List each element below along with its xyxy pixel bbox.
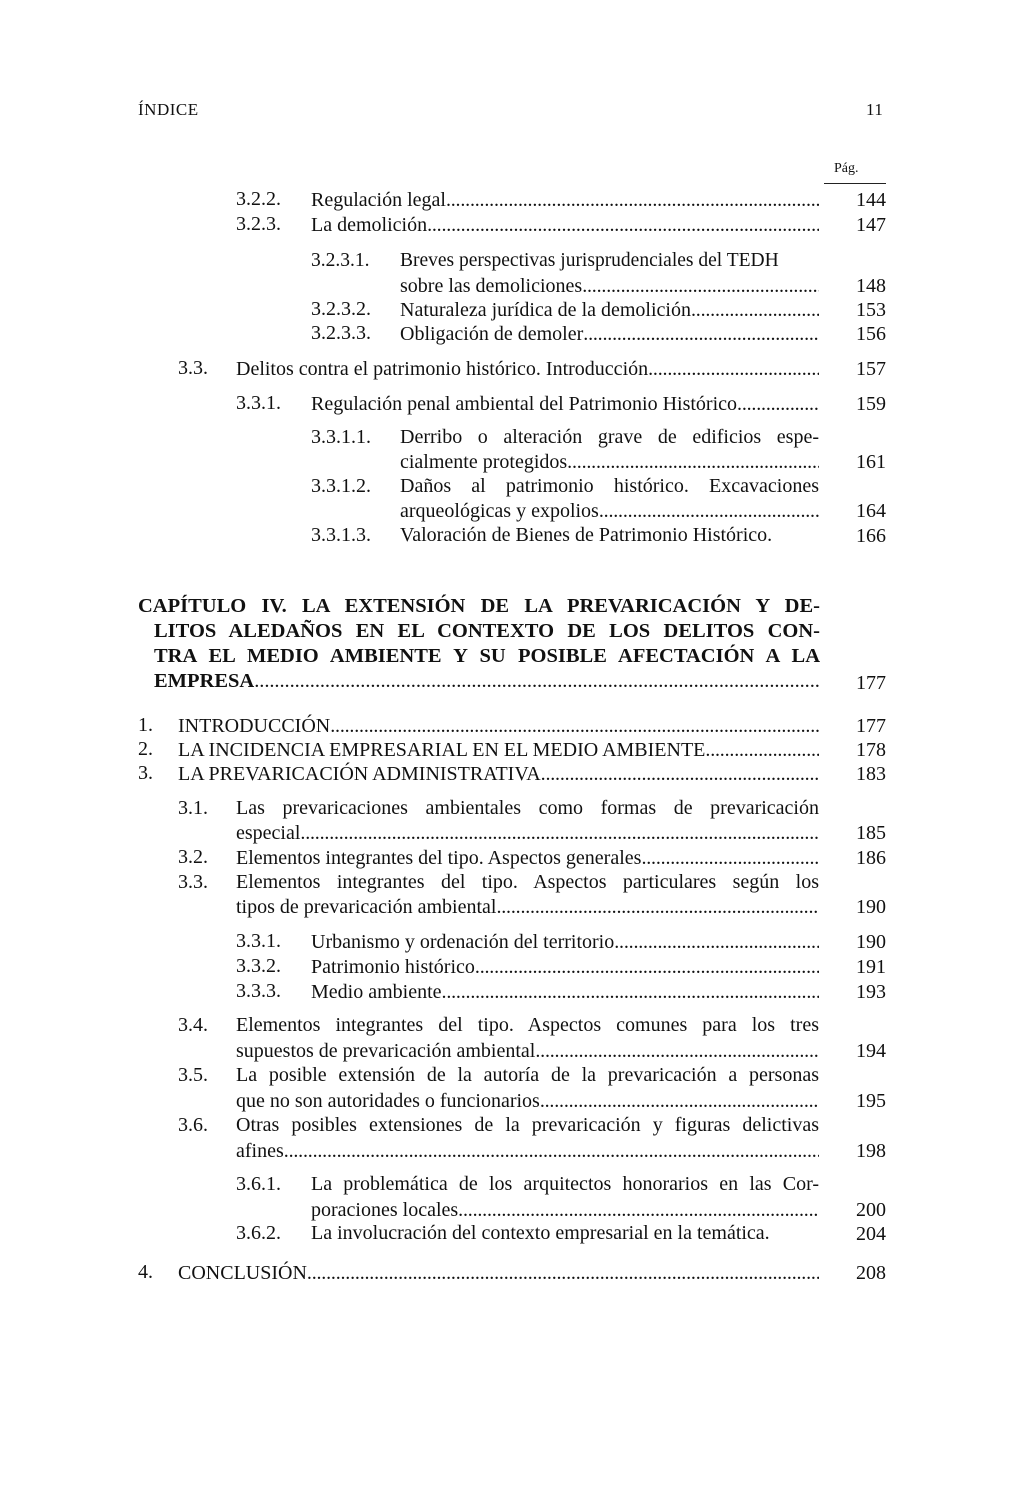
toc-page: 164 bbox=[856, 500, 886, 522]
dot-leader bbox=[582, 274, 819, 298]
toc-title-line1: Breves perspectivas jurisprudenciales del TEDH bbox=[400, 250, 779, 271]
toc-title: cialmente protegidos bbox=[400, 451, 568, 473]
toc-title-line bbox=[400, 499, 819, 523]
toc-title-line1: La problemática de los arquitectos honorarios en las Cor- bbox=[311, 1173, 819, 1195]
dot-leader bbox=[567, 450, 819, 474]
chapter-title-line2: LITOS ALEDAÑOS EN EL CONTEXTO DE LOS DELITOS CON- bbox=[154, 620, 820, 642]
dot-leader bbox=[691, 298, 819, 322]
dot-leader bbox=[737, 392, 819, 416]
toc-title: La demolición bbox=[311, 214, 428, 236]
toc-title-line bbox=[236, 821, 819, 845]
dot-leader bbox=[442, 980, 819, 1004]
toc-title: Regulación legal bbox=[311, 189, 446, 211]
toc-title-line bbox=[311, 213, 819, 237]
toc-title-line bbox=[178, 738, 819, 762]
toc-title-line bbox=[236, 357, 819, 381]
toc-number: 3.2.2. bbox=[236, 188, 281, 210]
toc-title-line bbox=[178, 762, 819, 786]
dot-leader bbox=[599, 499, 819, 523]
toc-page: 157 bbox=[856, 358, 886, 380]
toc-title-line bbox=[236, 1089, 819, 1113]
toc-title: Naturaleza jurídica de la demolición bbox=[400, 299, 691, 321]
toc-number: 3.5. bbox=[178, 1064, 208, 1086]
toc-page: 156 bbox=[856, 323, 886, 345]
toc-title-line bbox=[400, 322, 819, 346]
toc-number: 3.6. bbox=[178, 1114, 208, 1136]
toc-page: 166 bbox=[856, 525, 886, 547]
toc-title: Patrimonio histórico bbox=[311, 956, 475, 978]
toc-title: Obligación de demoler bbox=[400, 323, 584, 345]
toc-title: supuestos de prevaricación ambiental bbox=[236, 1040, 536, 1062]
toc-title-line bbox=[236, 1039, 819, 1063]
toc-title-line bbox=[311, 980, 819, 1004]
toc-title-line1: Derribo o alteración grave de edificios espe- bbox=[400, 426, 819, 448]
toc-title-line bbox=[236, 895, 819, 919]
toc-page: 195 bbox=[856, 1090, 886, 1112]
toc-number: 3.2.3.2. bbox=[311, 298, 371, 320]
toc-page: 190 bbox=[856, 896, 886, 918]
toc-title-line1: Elementos integrantes del tipo. Aspectos comunes para los tres bbox=[236, 1014, 819, 1036]
toc-number: 3.2.3.1. bbox=[311, 250, 370, 271]
toc-title: LA PREVARICACIÓN ADMINISTRATIVA bbox=[178, 763, 541, 785]
toc-title-line bbox=[311, 188, 819, 212]
running-header-title: ÍNDICE bbox=[138, 100, 199, 119]
toc-number: 3.3.2. bbox=[236, 955, 281, 977]
toc-title-line bbox=[236, 1139, 819, 1163]
dot-leader bbox=[458, 1198, 819, 1222]
dot-leader bbox=[284, 1139, 819, 1163]
dot-leader bbox=[614, 930, 819, 954]
page-number: 11 bbox=[866, 100, 884, 119]
toc-title: Valoración de Bienes de Patrimonio Histórico. bbox=[400, 524, 773, 546]
toc-title-line bbox=[154, 669, 819, 694]
chapter-title-line1: CAPÍTULO IV. LA EXTENSIÓN DE LA PREVARICACIÓN Y DE- bbox=[138, 595, 820, 617]
toc-page: 177 bbox=[856, 715, 886, 737]
toc-title: sobre las demoliciones bbox=[400, 275, 583, 297]
toc-page: 204 bbox=[856, 1223, 886, 1245]
toc-title-line bbox=[400, 450, 819, 474]
toc-page: 147 bbox=[856, 214, 886, 236]
toc-number: 3.6.2. bbox=[236, 1222, 281, 1244]
toc-title: que no son autoridades o funcionarios bbox=[236, 1090, 540, 1112]
toc-number: 2. bbox=[138, 738, 153, 760]
toc-number: 3.3.1.1. bbox=[311, 426, 371, 448]
toc-page: 194 bbox=[856, 1040, 886, 1062]
toc-page: 153 bbox=[856, 299, 886, 321]
toc-title: CONCLUSIÓN bbox=[178, 1262, 307, 1284]
toc-page: 200 bbox=[856, 1199, 886, 1221]
toc-title: Delitos contra el patrimonio histórico. Introducción bbox=[236, 358, 649, 380]
toc-title: Regulación penal ambiental del Patrimonio Histórico bbox=[311, 393, 738, 415]
toc-title-line1: La posible extensión de la autoría de la prevaricación a personas bbox=[236, 1064, 819, 1086]
toc-number: 1. bbox=[138, 714, 153, 736]
toc-page: 190 bbox=[856, 931, 886, 953]
toc-title-line1: Daños al patrimonio histórico. Excavaciones bbox=[400, 475, 819, 497]
toc-title-line1: Otras posibles extensiones de la prevaricación y figuras delictivas bbox=[236, 1114, 819, 1136]
toc-title-line bbox=[311, 1198, 819, 1222]
dot-leader bbox=[475, 955, 819, 979]
toc-title: poraciones locales bbox=[311, 1199, 459, 1221]
toc-title-line bbox=[311, 392, 819, 416]
toc-title: afines bbox=[236, 1140, 284, 1162]
toc-title-line1: Elementos integrantes del tipo. Aspectos particulares según los bbox=[236, 871, 819, 893]
toc-title: tipos de prevaricación ambiental bbox=[236, 896, 497, 918]
toc-title: Urbanismo y ordenación del territorio bbox=[311, 931, 615, 953]
toc-page: 144 bbox=[856, 189, 886, 211]
toc-page: 186 bbox=[856, 847, 886, 869]
toc-number: 3.3.1.2. bbox=[311, 475, 371, 497]
pag-column-rule bbox=[824, 183, 886, 184]
toc-page: 159 bbox=[856, 393, 886, 415]
chapter-title-line3: TRA EL MEDIO AMBIENTE Y SU POSIBLE AFECTACIÓN A LA bbox=[154, 645, 820, 667]
toc-page: 161 bbox=[856, 451, 886, 473]
toc-number: 3.3.1. bbox=[236, 930, 281, 952]
dot-leader bbox=[535, 1039, 819, 1063]
toc-page: 191 bbox=[856, 956, 886, 978]
dot-leader bbox=[427, 213, 819, 237]
pag-column-label: Pág. bbox=[834, 161, 859, 176]
toc-page: 185 bbox=[856, 822, 886, 844]
dot-leader bbox=[705, 738, 819, 762]
toc-number: 3.3.1.3. bbox=[311, 524, 371, 546]
toc-title: Medio ambiente bbox=[311, 981, 442, 1003]
chapter-title-last: EMPRESA bbox=[154, 670, 255, 692]
toc-number: 3.3.1. bbox=[236, 392, 281, 414]
toc-number: 3.3.3. bbox=[236, 980, 281, 1002]
toc-number: 3.3. bbox=[178, 871, 208, 893]
toc-number: 3.2.3. bbox=[236, 213, 281, 235]
toc-page: 193 bbox=[856, 981, 886, 1003]
toc-title: La involucración del contexto empresarial en la temática. bbox=[311, 1222, 770, 1244]
dot-leader bbox=[446, 188, 819, 212]
toc-title: Elementos integrantes del tipo. Aspectos generales bbox=[236, 847, 642, 869]
toc-number: 3.3. bbox=[178, 357, 208, 379]
dot-leader bbox=[254, 669, 819, 694]
toc-number: 3.2.3.3. bbox=[311, 322, 371, 344]
toc-number: 3.6.1. bbox=[236, 1173, 281, 1195]
toc-page: 177 bbox=[856, 672, 886, 694]
toc-page: 208 bbox=[856, 1262, 886, 1284]
toc-title: especial bbox=[236, 822, 301, 844]
toc-title-line bbox=[311, 955, 819, 979]
toc-number: 3.1. bbox=[178, 797, 208, 819]
dot-leader bbox=[307, 1261, 819, 1285]
toc-page: 183 bbox=[856, 763, 886, 785]
dot-leader bbox=[330, 714, 819, 738]
toc-page: 198 bbox=[856, 1140, 886, 1162]
toc-page: 148 bbox=[856, 275, 886, 297]
toc-title-line bbox=[400, 274, 819, 298]
toc-title: LA INCIDENCIA EMPRESARIAL EN EL MEDIO AMBIENTE bbox=[178, 739, 706, 761]
dot-leader bbox=[583, 322, 819, 346]
dot-leader bbox=[641, 846, 819, 870]
toc-title-line bbox=[178, 714, 819, 738]
dot-leader bbox=[648, 357, 819, 381]
toc-number: 3.4. bbox=[178, 1014, 208, 1036]
dot-leader bbox=[496, 895, 819, 919]
toc-number: 3.2. bbox=[178, 846, 208, 868]
dot-leader bbox=[300, 821, 819, 845]
toc-title-line bbox=[236, 846, 819, 870]
toc-title-line1: Las prevaricaciones ambientales como formas de prevaricación bbox=[236, 797, 819, 819]
dot-leader bbox=[541, 762, 819, 786]
toc-title: arqueológicas y expolios bbox=[400, 500, 599, 522]
toc-number: 4. bbox=[138, 1261, 153, 1283]
toc-page: 178 bbox=[856, 739, 886, 761]
dot-leader bbox=[540, 1089, 819, 1113]
toc-title-line bbox=[400, 298, 819, 322]
toc-title-line bbox=[178, 1261, 819, 1285]
toc-title: INTRODUCCIÓN bbox=[178, 715, 331, 737]
toc-number: 3. bbox=[138, 762, 153, 784]
toc-title-line bbox=[311, 930, 819, 954]
